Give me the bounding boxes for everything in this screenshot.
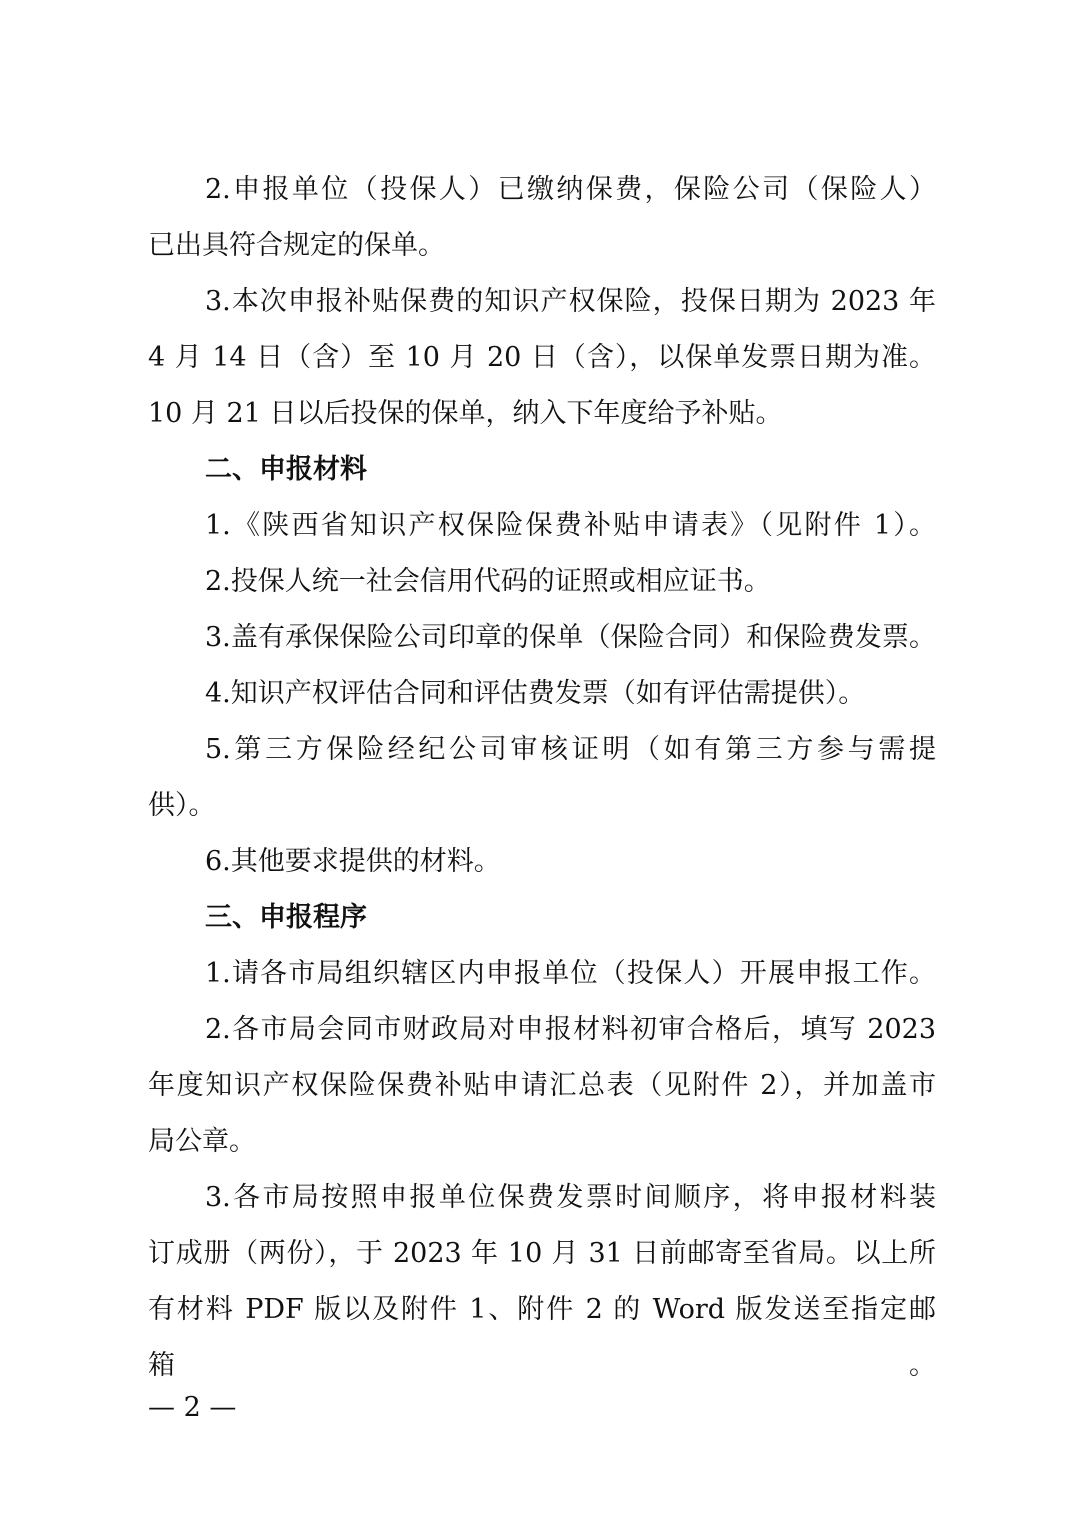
paragraph-line: 10 月 21 日以后投保的保单，纳入下年度给予补贴。 [148,398,783,429]
list-item: 1.《陕西省知识产权保险保费补贴申请表》（见附件 1）。 [205,510,936,541]
list-item-continuation: 订成册（两份），于 2023 年 10 月 31 日前邮寄至省局。以上所 [148,1238,936,1269]
list-item: 3.各市局按照申报单位保费发票时间顺序，将申报材料装 [205,1182,936,1213]
paragraph-line: 4 月 14 日（含）至 10 月 20 日（含），以保单发票日期为准。 [148,342,936,373]
list-item: 5.第三方保险经纪公司审核证明（如有第三方参与需提 [205,734,936,765]
list-item-continuation: 有材料 PDF 版以及附件 1、附件 2 的 Word 版发送至指定邮箱。 [148,1294,936,1381]
paragraph-line: 3.本次申报补贴保费的知识产权保险，投保日期为 2023 年 [205,286,936,317]
list-item: 4.知识产权评估合同和评估费发票（如有评估需提供）。 [205,678,866,709]
page-number: — 2 — [148,1392,237,1423]
list-item-continuation: 年度知识产权保险保费补贴申请汇总表（见附件 2），并加盖市 [148,1070,936,1101]
list-item: 2.各市局会同市财政局对申报材料初审合格后，填写 2023 [205,1014,936,1045]
list-item-continuation: 供）。 [148,790,216,821]
paragraph-line: 已出具符合规定的保单。 [148,230,445,261]
list-item: 1.请各市局组织辖区内申报单位（投保人）开展申报工作。 [205,958,936,989]
list-item: 2.投保人统一社会信用代码的证照或相应证书。 [205,566,771,597]
paragraph-line: 2.申报单位（投保人）已缴纳保费，保险公司（保险人） [205,174,936,205]
list-item-continuation: 局公章。 [148,1126,256,1157]
document-body [148,162,936,1381]
list-item: 6.其他要求提供的材料。 [205,846,501,877]
section-heading: 三、申报程序 [205,902,367,933]
section-heading: 二、申报材料 [205,454,367,485]
list-item: 3.盖有承保保险公司印章的保单（保险合同）和保险费发票。 [205,622,936,653]
